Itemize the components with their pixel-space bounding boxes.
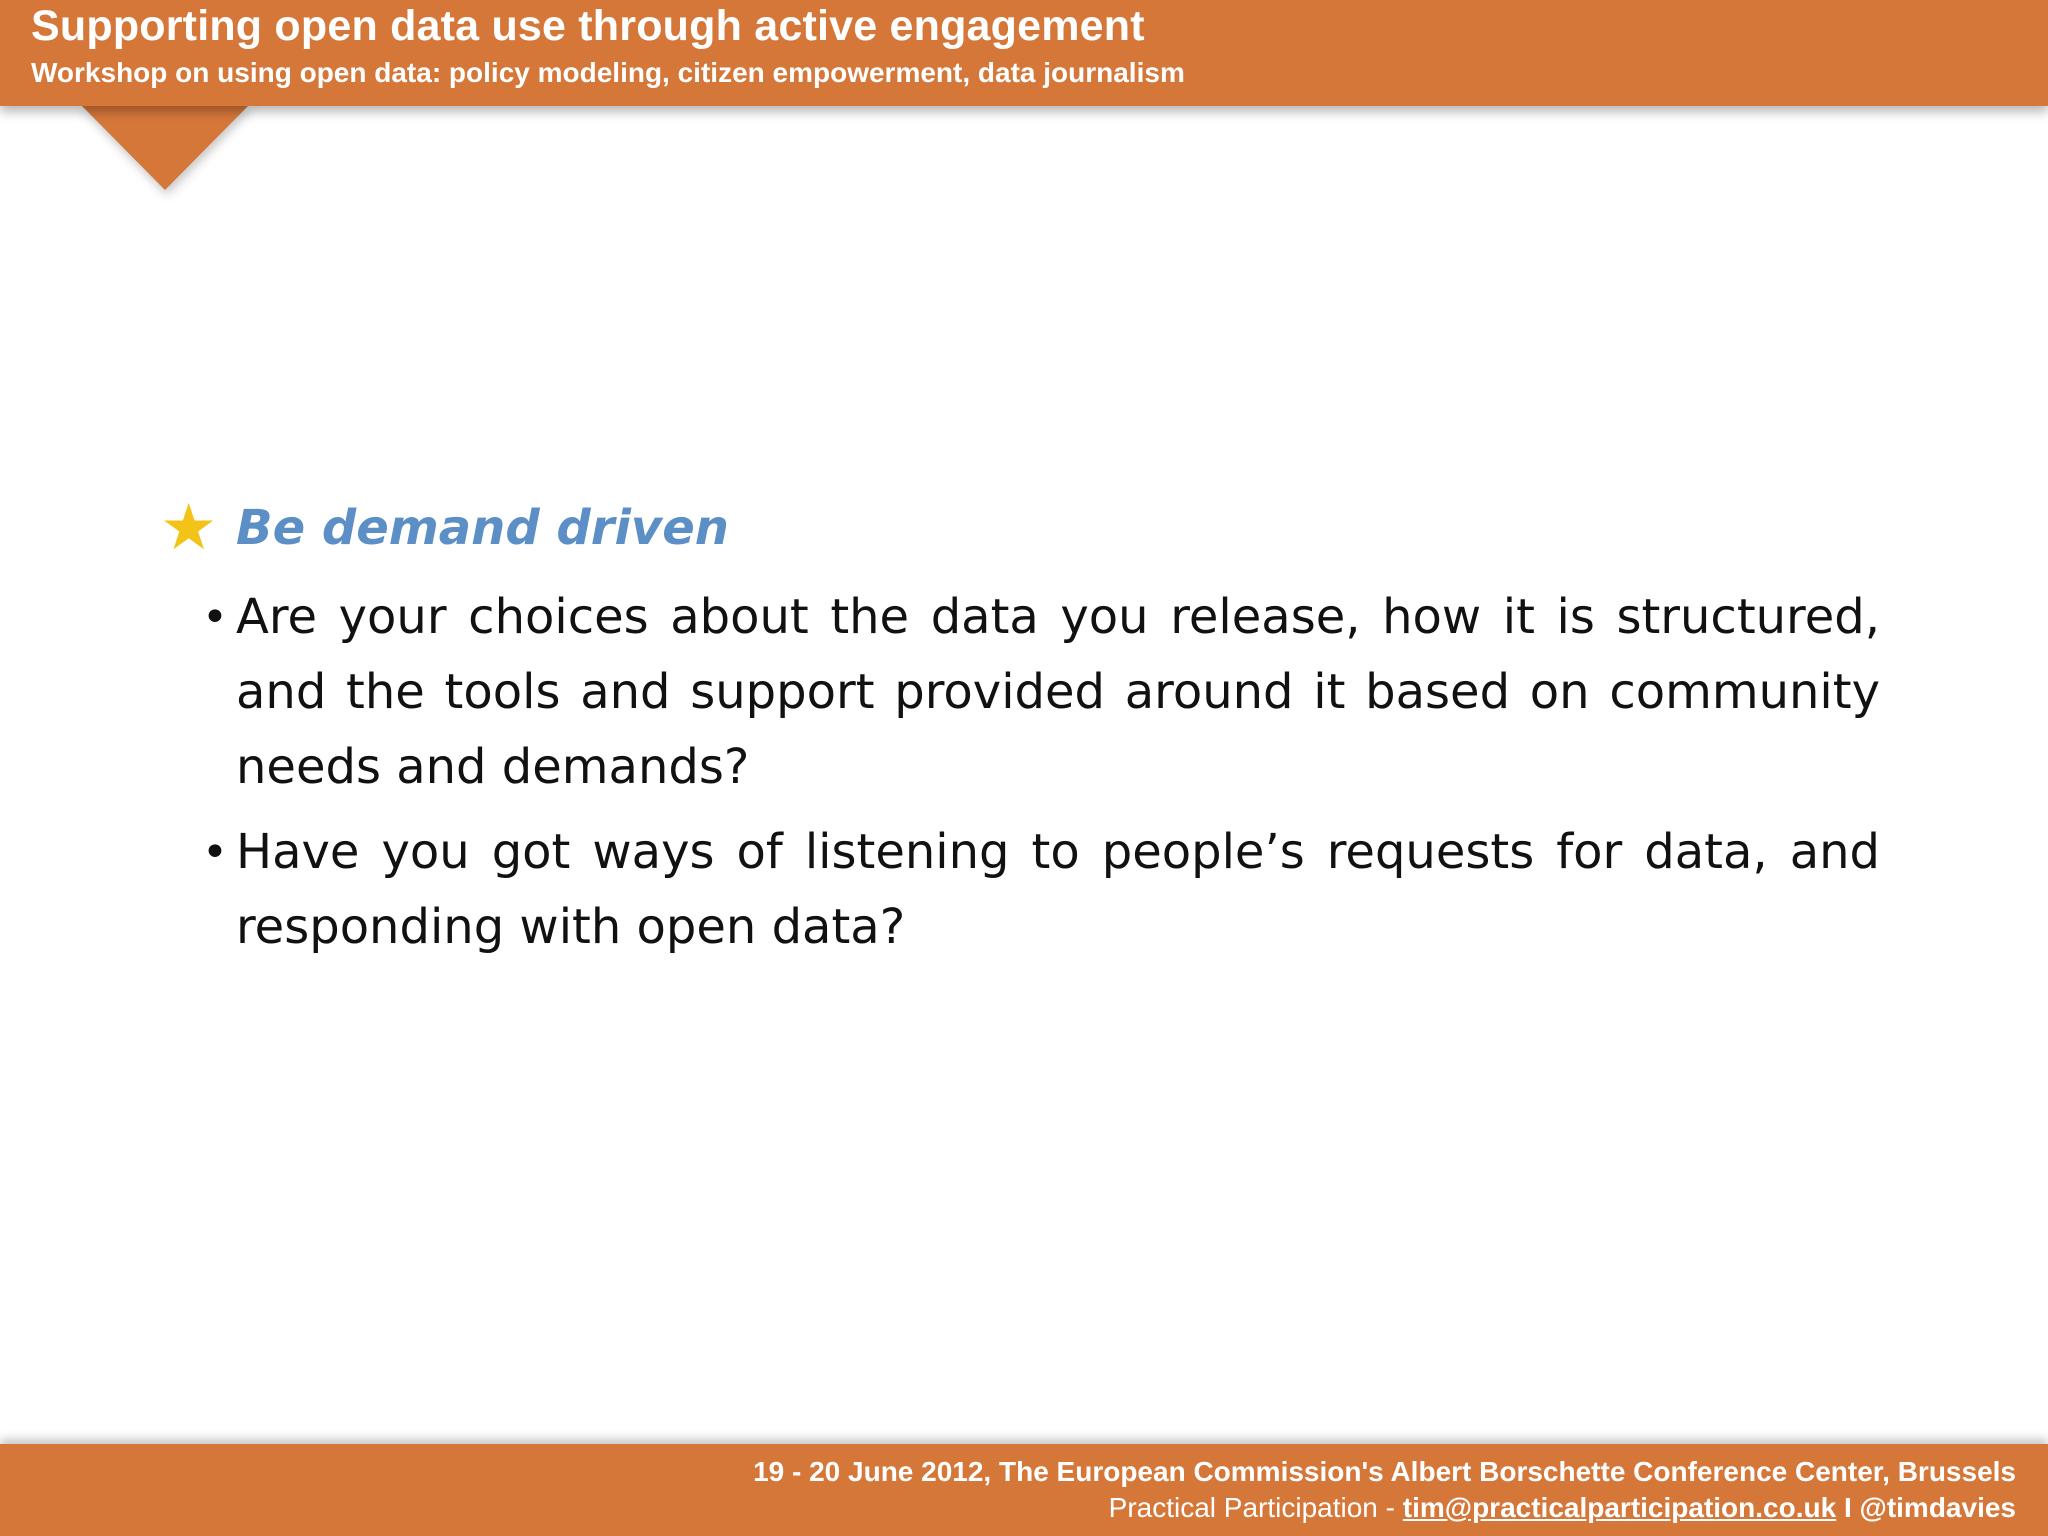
slide-heading-text: Be demand driven — [236, 500, 729, 556]
bullet-item — [160, 580, 1880, 805]
bullet-text: Have you got ways of listening to people’s requests for data, and responding with open data? — [236, 824, 1880, 955]
footer-org: Practical Participation - — [1108, 1492, 1403, 1523]
footer-twitter-handle[interactable]: @timdavies — [1859, 1492, 2016, 1523]
footer-bar — [0, 1444, 2048, 1536]
slide-deck-subtitle: Workshop on using open data: policy modeling, citizen empowerment, data journalism — [31, 57, 1185, 88]
header-pointer — [80, 104, 250, 190]
footer-event: 19 - 20 June 2012, The European Commission's Albert Borschette Conference Center, Brussels — [753, 1456, 2016, 1487]
slide-content — [160, 490, 1880, 975]
slide-deck-title: Supporting open data use through active engagement — [31, 2, 1145, 50]
star-icon: ★ — [160, 491, 218, 565]
bullet-dot-icon: • — [202, 592, 228, 643]
footer-email-link[interactable]: tim@practicalparticipation.co.uk — [1402, 1492, 1837, 1523]
bullet-text: Are your choices about the data you release, how it is structured, and the tools and support provided around it based on community needs and demands? — [236, 589, 1880, 795]
bullet-dot-icon: • — [202, 827, 228, 878]
bullet-item — [160, 815, 1880, 965]
footer-separator: I — [1836, 1492, 1860, 1523]
footer-contact — [1109, 1492, 2016, 1524]
header-bar — [0, 0, 2048, 106]
bullet-list — [160, 580, 1880, 965]
slide-heading — [160, 490, 1880, 566]
